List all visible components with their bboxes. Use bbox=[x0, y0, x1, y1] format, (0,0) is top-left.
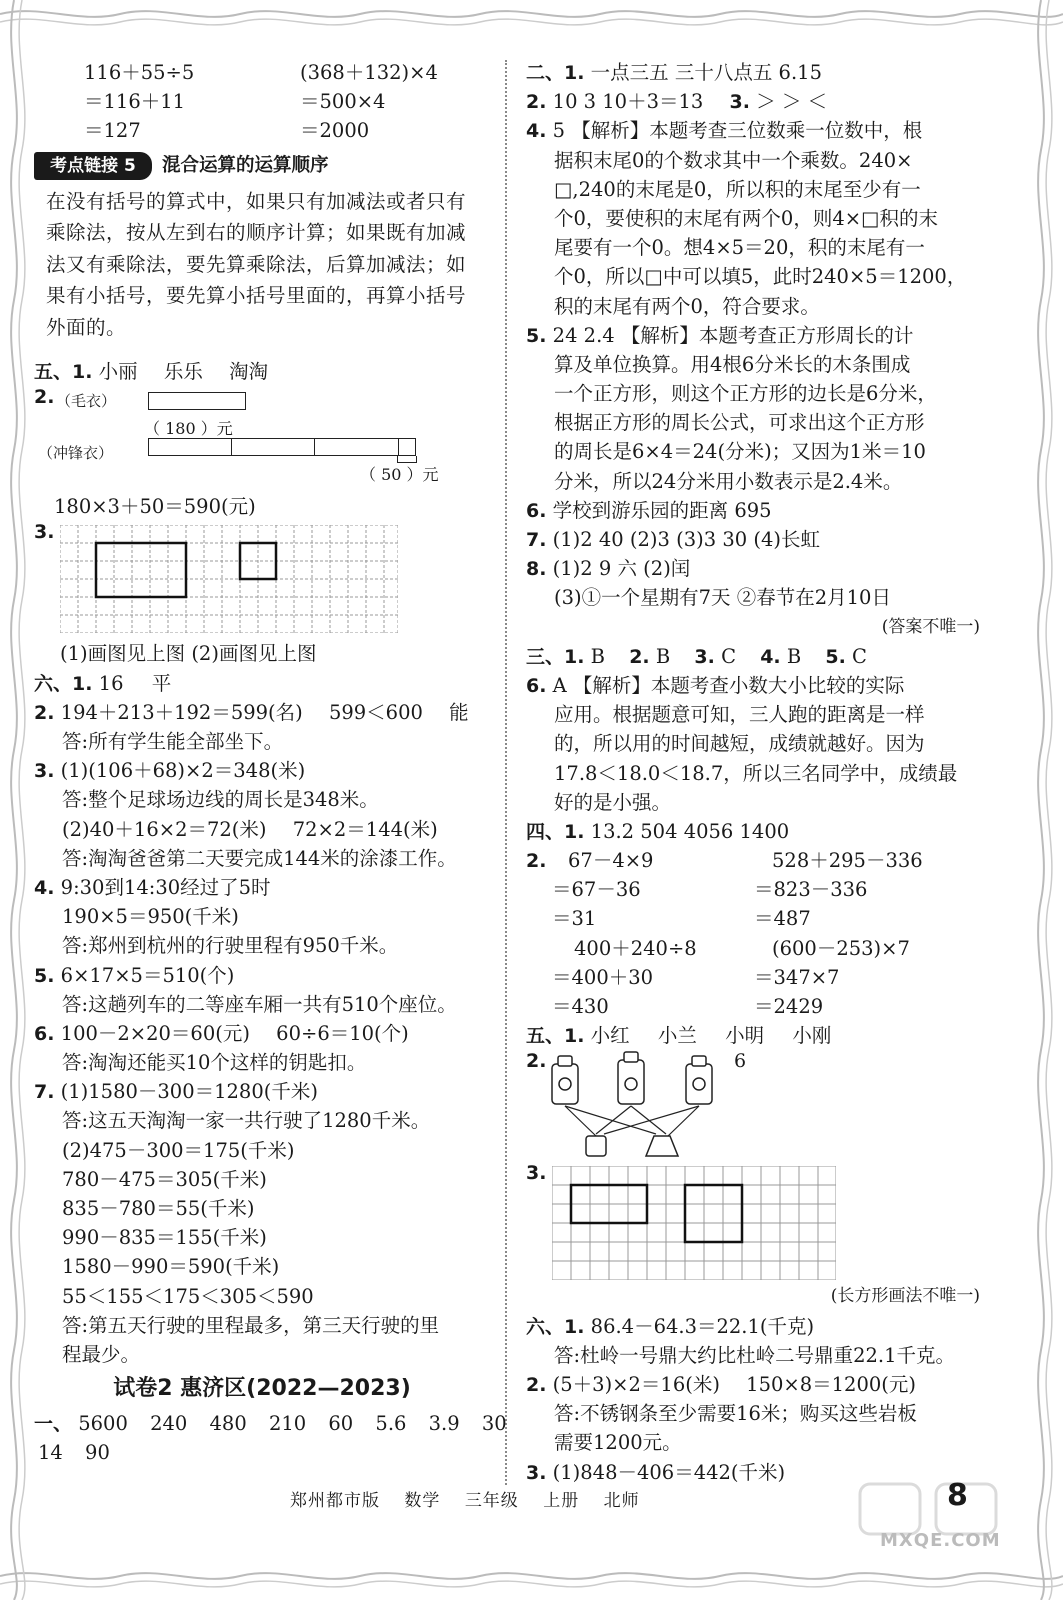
tape-segment-extra bbox=[397, 438, 416, 456]
calc-expr: ＝500×4 bbox=[300, 90, 386, 114]
answer-line bbox=[34, 1409, 507, 1438]
calc-row bbox=[34, 87, 490, 116]
bottle-label-icon bbox=[625, 1078, 637, 1090]
answer-line bbox=[526, 408, 986, 437]
answer-item: 小兰 bbox=[657, 1024, 697, 1048]
answer-line bbox=[526, 1428, 986, 1457]
question-number: 3. bbox=[34, 521, 55, 544]
calc-expr: 72×2＝144(米) bbox=[292, 817, 438, 841]
answer-line bbox=[526, 525, 986, 554]
tape-segment bbox=[231, 438, 315, 456]
calc-expr: 6×17×5＝510(个) bbox=[60, 963, 235, 987]
answer-line bbox=[526, 437, 986, 466]
calc-expr: ＝2000 bbox=[300, 119, 370, 143]
calc-expr: 190×5＝950(千米) bbox=[62, 905, 239, 929]
explanation-text: 17.8＜18.0＜18.7，所以三名同学中，成绩最 bbox=[554, 761, 958, 785]
calc-expr: (368＋132)×4 bbox=[300, 61, 438, 84]
note-text: (答案不唯一) bbox=[881, 616, 980, 637]
answer-item: 60 bbox=[328, 1412, 354, 1436]
question-number: 三、1. bbox=[526, 645, 585, 668]
note-text: (长方形画法不唯一) bbox=[830, 1286, 980, 1307]
answer-note bbox=[526, 613, 986, 642]
question-number: 5. bbox=[34, 964, 55, 987]
answer-item: C bbox=[721, 644, 736, 668]
answer-line bbox=[526, 262, 986, 291]
calc-row bbox=[526, 963, 986, 992]
question-number: 8. bbox=[526, 558, 547, 581]
question-number: 7. bbox=[34, 1081, 55, 1104]
knowledge-link-header bbox=[34, 150, 490, 184]
page-number: 8 bbox=[947, 1478, 968, 1513]
answer-text: 5 【解析】本题考查三位数乘一位数中，根 bbox=[552, 119, 923, 143]
question-number: 2. bbox=[526, 850, 547, 873]
answer-text: 答:第五天行驶的里程最多，第三天行驶的里 bbox=[62, 1313, 440, 1337]
answer-item: 30 bbox=[481, 1412, 507, 1436]
answer-text: 学校到游乐园的距离 695 bbox=[552, 498, 772, 522]
answer-text: ＞ ＞ ＜ bbox=[756, 90, 828, 114]
calc-expr: 780－475＝305(千米) bbox=[62, 1167, 267, 1191]
calc-expr: (1)848－406＝442(千米) bbox=[552, 1460, 786, 1484]
answer-line bbox=[526, 292, 986, 321]
answer-line bbox=[34, 873, 490, 902]
calc-expr: 180×3＋50＝590(元) bbox=[54, 495, 256, 519]
answer-line bbox=[34, 1048, 490, 1077]
answer-line bbox=[526, 1021, 986, 1050]
answer-line bbox=[34, 357, 490, 386]
answer-line bbox=[34, 669, 490, 698]
question-number: 4. bbox=[760, 645, 781, 668]
question-number: 五、1. bbox=[34, 361, 93, 384]
answer-line bbox=[34, 1136, 490, 1165]
answer-text: 答:这趟列车的二等座车厢一共有510个座位。 bbox=[62, 992, 457, 1016]
question-number: 5. bbox=[526, 324, 547, 347]
calc-expr: 67－4×9 bbox=[568, 849, 654, 873]
calc-expr: ＝31 bbox=[552, 907, 597, 931]
calc-row bbox=[526, 846, 986, 875]
answer-line bbox=[526, 87, 986, 116]
answer-text: 24 2.4 【解析】本题考查正方形周长的计 bbox=[552, 323, 914, 347]
question-number: 六、1. bbox=[34, 672, 93, 695]
bottle-cap-icon bbox=[692, 1056, 706, 1066]
footer-publisher: 北师 bbox=[603, 1491, 640, 1511]
answer-item: 240 bbox=[150, 1412, 188, 1436]
question-number: 一、 bbox=[34, 1413, 73, 1436]
answer-text: 一点三五 三十八点五 6.15 bbox=[590, 61, 822, 84]
question-number: 2. bbox=[526, 91, 547, 114]
calc-expr: (1)(106＋68)×2＝348(米) bbox=[60, 759, 306, 783]
answer-item: 能 bbox=[449, 700, 469, 724]
answer-note bbox=[526, 1282, 986, 1311]
question-number: 3. bbox=[34, 760, 55, 783]
bottle-label-icon bbox=[693, 1078, 705, 1090]
explanation-text: 应用。根据题意可知，三人跑的距离是一样 bbox=[554, 703, 925, 727]
tape-value-sweater: （ 180 ）元 bbox=[144, 419, 233, 439]
answer-item: B bbox=[655, 644, 671, 668]
explanation-text: 一个正方形，则这个正方形的边长是6分米， bbox=[554, 382, 937, 406]
question-number: 2. bbox=[34, 701, 55, 724]
calc-expr: 528＋295－336 bbox=[772, 849, 923, 873]
watermark-text: MXQE.COM bbox=[880, 1530, 1001, 1551]
footer-edition: 郑州都市版 bbox=[290, 1491, 380, 1511]
answer-item: C bbox=[852, 644, 867, 668]
calc-row bbox=[34, 116, 490, 145]
answer-text: (3)①一个星期有7天 ②春节在2月10日 bbox=[554, 586, 891, 610]
answer-item: 6 bbox=[734, 1050, 747, 1073]
answer-text: 程最少。 bbox=[62, 1342, 141, 1366]
explanation-text: 个0，要使积的末尾有两个0，则4×□积的末 bbox=[554, 206, 938, 230]
answer-line bbox=[34, 1438, 490, 1467]
calc-expr: 599＜600 bbox=[328, 700, 423, 724]
side-view-icon bbox=[646, 1136, 678, 1156]
answer-item: 平 bbox=[151, 671, 172, 695]
calc-expr: 1580－990＝590(千米) bbox=[62, 1255, 280, 1279]
calc-expr: ＝127 bbox=[84, 119, 141, 143]
calc-expr: 116＋55÷5 bbox=[84, 61, 195, 84]
answer-line bbox=[526, 1341, 986, 1370]
answer-text: (1)2 40 (2)3 (3)3 30 (4)长虹 bbox=[552, 528, 820, 551]
answer-line bbox=[526, 1399, 986, 1428]
answer-line bbox=[526, 204, 986, 233]
right-column bbox=[526, 58, 986, 1487]
question-number: 五、1. bbox=[526, 1025, 585, 1048]
answer-line bbox=[526, 58, 986, 87]
answer-text: A 【解析】本题考查小数大小比较的实际 bbox=[552, 673, 905, 697]
calc-row bbox=[526, 992, 986, 1021]
answer-line bbox=[526, 1312, 986, 1341]
answer-line bbox=[526, 379, 986, 408]
answer-item: 乐乐 bbox=[163, 360, 203, 384]
question-number: 6. bbox=[526, 674, 547, 697]
calc-expr: ＝823－336 bbox=[754, 878, 868, 902]
answer-line bbox=[526, 233, 986, 262]
footer-subject: 数学 bbox=[404, 1491, 441, 1511]
answer-line bbox=[526, 496, 986, 525]
exam-title: 试卷2 惠济区(2022—2023) bbox=[113, 1376, 411, 1402]
calc-row bbox=[526, 904, 986, 933]
column-divider bbox=[505, 60, 507, 1485]
explanation-text: 个0，所以□中可以填5，此时240×5＝1200， bbox=[554, 265, 967, 289]
calc-expr: (1)1580－300＝1280(千米) bbox=[60, 1080, 318, 1104]
answer-line bbox=[34, 698, 490, 727]
question-number: 7. bbox=[526, 529, 547, 551]
question-number: 5. bbox=[825, 645, 846, 668]
answer-line bbox=[34, 727, 490, 756]
answer-line bbox=[34, 990, 490, 1019]
answer-line bbox=[34, 1223, 490, 1252]
calc-expr: 100－2×20＝60(元) bbox=[60, 1021, 250, 1045]
answer-text: (1)2 9 六 (2)闰 bbox=[552, 557, 691, 581]
calc-expr: ＝116＋11 bbox=[84, 90, 186, 114]
explanation-text: 积的末尾有两个0，符合要求。 bbox=[554, 294, 820, 318]
grid-figure-container bbox=[526, 1162, 986, 1282]
answer-line bbox=[34, 1019, 490, 1048]
explanation-text: 尾要有一个0。想4×5＝20，积的末尾有一 bbox=[554, 236, 925, 260]
answer-line bbox=[526, 759, 986, 788]
answer-item: B bbox=[590, 644, 605, 668]
answer-text: 需要1200元。 bbox=[554, 1431, 682, 1455]
answer-line bbox=[526, 817, 986, 846]
footer-volume: 上册 bbox=[543, 1491, 580, 1511]
grid-figure-container bbox=[34, 521, 490, 639]
calc-expr: ＝430 bbox=[552, 995, 609, 1018]
question-number: 3. bbox=[694, 645, 715, 668]
calc-expr: (600－253)×7 bbox=[772, 936, 910, 960]
calc-expr: 835－780＝55(千米) bbox=[62, 1197, 255, 1220]
answer-line bbox=[34, 639, 490, 668]
answer-item: 淘淘 bbox=[229, 360, 269, 384]
top-wave-border bbox=[0, 0, 1063, 44]
answer-line bbox=[526, 583, 986, 612]
explanation-text: □,240的末尾是0，所以积的末尾至少有一 bbox=[554, 177, 921, 201]
answer-text: 答:这五天淘淘一家一共行驶了1280千米。 bbox=[62, 1109, 431, 1133]
answer-line bbox=[34, 902, 490, 931]
answer-line bbox=[34, 1340, 490, 1369]
knowledge-link-title: 混合运算的运算顺序 bbox=[162, 154, 329, 176]
calc-row bbox=[34, 58, 490, 87]
answer-line bbox=[34, 1077, 490, 1106]
question-number: 6. bbox=[34, 1022, 55, 1045]
answer-line bbox=[34, 844, 490, 873]
answer-item: 90 bbox=[85, 1441, 110, 1465]
calc-expr: 194＋213＋192＝599(名) bbox=[60, 700, 303, 724]
calc-expr: ＝2429 bbox=[754, 995, 824, 1018]
answer-item: 5600 bbox=[78, 1412, 128, 1436]
answer-line bbox=[526, 729, 986, 758]
answer-text: 答:不锈钢条至少需要16米；购买这些岩板 bbox=[554, 1402, 917, 1426]
answer-line bbox=[526, 116, 986, 145]
answer-item: 小红 bbox=[590, 1024, 630, 1048]
knowledge-link-tag: 考点链接 5 bbox=[34, 152, 152, 180]
calc-expr: (2)40＋16×2＝72(米) bbox=[62, 817, 267, 841]
bottle-views-drawing bbox=[546, 1050, 726, 1160]
question-number: 二、1. bbox=[526, 62, 585, 84]
explanation-text: 的，所以用的时间越短，成绩就越好。因为 bbox=[554, 732, 925, 756]
calc-expr: 990－835＝155(千米) bbox=[62, 1226, 267, 1250]
answer-line bbox=[526, 146, 986, 175]
question-number: 3. bbox=[729, 91, 750, 114]
calc-expr: ＝487 bbox=[754, 907, 811, 931]
bottle-cap-icon bbox=[558, 1056, 572, 1066]
answer-line bbox=[34, 785, 490, 814]
tape-diagram-jacket bbox=[34, 438, 490, 488]
calc-expr: (5＋3)×2＝16(米) bbox=[552, 1372, 720, 1396]
calc-row bbox=[526, 875, 986, 904]
calc-expr: (2)475－300＝175(千米) bbox=[62, 1138, 295, 1162]
answer-item: B bbox=[786, 644, 802, 668]
calc-expr: 400＋240÷8 bbox=[574, 936, 697, 960]
footer-grade: 三年级 bbox=[464, 1491, 519, 1511]
drawn-square bbox=[685, 1185, 742, 1242]
answer-text: 10 3 10＋3＝13 bbox=[552, 90, 704, 114]
answer-line bbox=[34, 1252, 490, 1281]
tape-value-jacket: （ 50 ）元 bbox=[360, 465, 439, 485]
answer-item: 16 bbox=[98, 671, 124, 695]
answer-item: 480 bbox=[209, 1412, 247, 1436]
question-number: 6. bbox=[526, 499, 547, 522]
answer-line bbox=[34, 931, 490, 960]
explanation-text: 根据正方形的周长公式，可求出这个正方形 bbox=[554, 411, 925, 435]
question-number: 2. bbox=[34, 386, 55, 409]
bottom-wave-border bbox=[0, 1556, 1063, 1600]
answer-line bbox=[526, 642, 986, 671]
answer-text: 13.2 504 4056 1400 bbox=[590, 819, 790, 843]
answer-line bbox=[526, 554, 986, 583]
answer-line bbox=[34, 1165, 490, 1194]
answer-item: 小刚 bbox=[792, 1024, 832, 1048]
answer-item: 3.9 bbox=[428, 1412, 460, 1436]
answer-item: 14 bbox=[38, 1441, 63, 1465]
answer-item: 5.6 bbox=[375, 1412, 407, 1436]
answer-line bbox=[34, 756, 490, 785]
right-wave-border bbox=[1019, 0, 1063, 1600]
answer-text: 答:所有学生能全部坐下。 bbox=[62, 730, 284, 753]
tape-label-jacket: （冲锋衣） bbox=[38, 444, 114, 463]
answer-text: 答:杜岭一号鼎大约比杜岭二号鼎重22.1千克。 bbox=[554, 1343, 955, 1367]
explanation-text: 的周长是6×4＝24(分米)；又因为1米＝10 bbox=[554, 440, 926, 464]
answer-text: 答:郑州到杭州的行驶里程有950千米。 bbox=[62, 934, 399, 958]
answer-item: 小明 bbox=[725, 1024, 765, 1048]
question-number: 4. bbox=[526, 120, 547, 143]
tape-bar-sweater bbox=[148, 392, 246, 410]
question-number: 2. bbox=[629, 645, 650, 668]
calc-expr: 150×8＝1200(元) bbox=[746, 1372, 916, 1396]
answer-line bbox=[34, 815, 490, 844]
answer-line bbox=[526, 175, 986, 204]
answer-line bbox=[526, 321, 986, 350]
tape-segment bbox=[314, 438, 399, 456]
left-column bbox=[34, 58, 507, 1468]
page-footer bbox=[290, 1486, 658, 1511]
answer-line bbox=[526, 700, 986, 729]
bottle-cap-icon bbox=[624, 1052, 638, 1062]
explanation-text: 好的是小强。 bbox=[554, 790, 672, 814]
grid-figure bbox=[552, 1166, 836, 1280]
grid-figure bbox=[60, 525, 398, 633]
question-number: 六、1. bbox=[526, 1315, 585, 1338]
question-number: 四、1. bbox=[526, 820, 585, 843]
answer-text: 答:整个足球场边线的周长是348米。 bbox=[62, 788, 379, 812]
answer-line bbox=[526, 1370, 986, 1399]
calc-expr: ＝400＋30 bbox=[552, 965, 654, 989]
explanation-text: 分米，所以24分米用小数表示是2.4米。 bbox=[554, 469, 903, 493]
answer-text: 答:淘淘还能买10个这样的钥匙扣。 bbox=[62, 1051, 367, 1075]
answer-text: 9:30到14:30经过了5时 bbox=[60, 875, 271, 899]
answer-text: (1)画图见上图 (2)画图见上图 bbox=[60, 642, 317, 666]
calc-expr: 86.4－64.3＝22.1(千克) bbox=[590, 1314, 815, 1338]
drawn-rectangle bbox=[96, 543, 186, 597]
answer-line bbox=[34, 1311, 490, 1340]
explanation-text: 据积末尾0的个数求其中一个乘数。240× bbox=[554, 148, 913, 172]
answer-line bbox=[34, 1106, 490, 1135]
calc-expr: ＝347×7 bbox=[754, 965, 840, 989]
explanation-text: 算及单位换算。用4根6分米长的木条围成 bbox=[554, 352, 911, 376]
answer-line bbox=[34, 1194, 490, 1223]
answer-line bbox=[526, 350, 986, 379]
answer-line bbox=[34, 492, 490, 521]
question-number: 4. bbox=[34, 876, 55, 899]
answer-item: 210 bbox=[268, 1412, 307, 1436]
question-number: 2. bbox=[526, 1373, 547, 1396]
answer-line bbox=[526, 467, 986, 496]
answer-line bbox=[34, 1282, 490, 1311]
bottle-label-icon bbox=[559, 1078, 571, 1090]
answer-line bbox=[526, 788, 986, 817]
bottle-matching-figure bbox=[526, 1050, 986, 1162]
answer-text: 答:淘淘爸爸第二天要完成144米的涂漆工作。 bbox=[62, 846, 457, 870]
answer-line bbox=[526, 671, 986, 700]
calc-expr: ＝67－36 bbox=[552, 878, 641, 902]
calc-expr: 55＜155＜175＜305＜590 bbox=[62, 1284, 314, 1308]
question-number: 2. bbox=[526, 1050, 547, 1073]
knowledge-link-text: 在没有括号的算式中，如果只有加减法或者只有乘除法，按从左到右的顺序计算；如果既有加减法又有乘除法，要先算乘除法，后算加减法；如果有小括号，要先算小括号里面的，再算小括号外面的。 bbox=[46, 189, 467, 339]
top-view-icon bbox=[586, 1136, 606, 1156]
tape-label-sweater: （毛衣） bbox=[56, 392, 117, 411]
question-number: 3. bbox=[526, 1162, 547, 1185]
question-number: 3. bbox=[526, 1461, 547, 1484]
calc-expr: 60÷6＝10(个) bbox=[276, 1021, 409, 1045]
answer-line bbox=[34, 961, 490, 990]
answer-item: 小丽 bbox=[98, 360, 138, 384]
calc-row bbox=[526, 934, 986, 963]
